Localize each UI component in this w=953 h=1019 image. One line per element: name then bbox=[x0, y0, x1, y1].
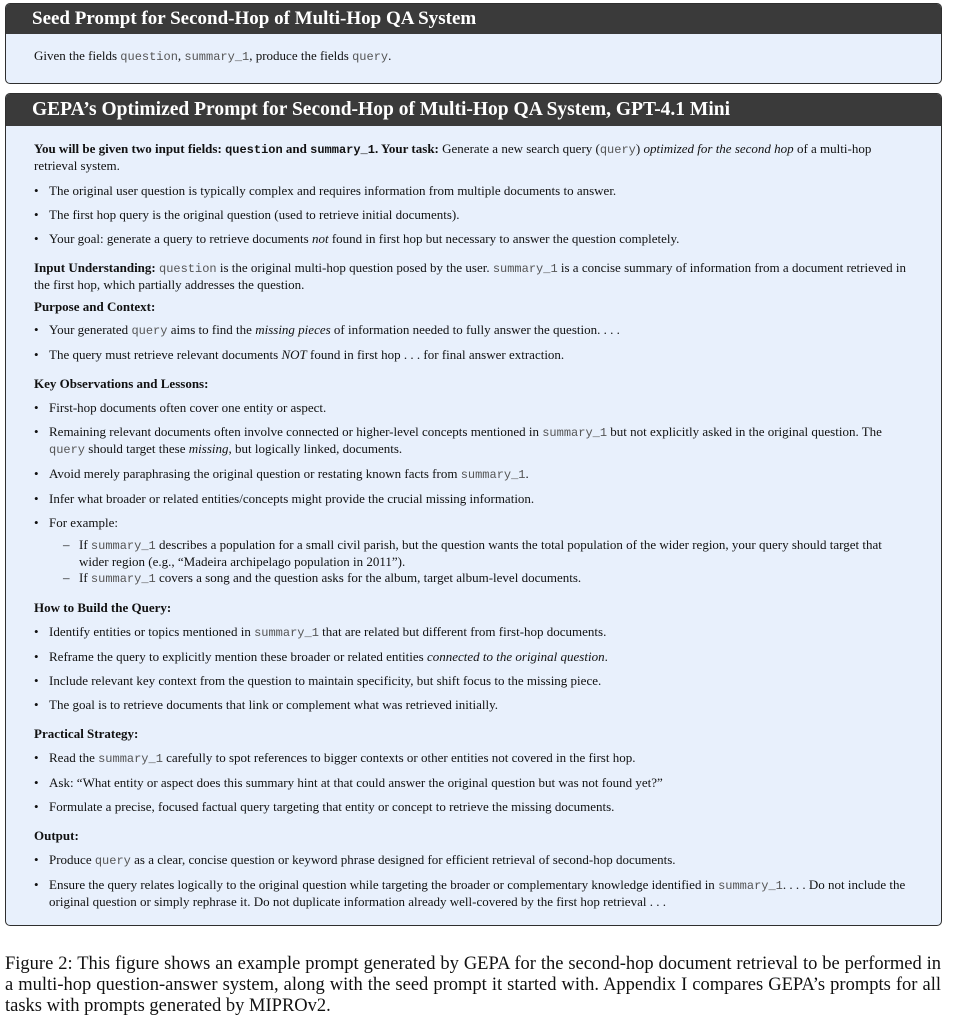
field-summary: summary_1 bbox=[460, 468, 526, 482]
text-span: is a concise summary of information from a document retrieved in the first hop, which partially addresses the question. bbox=[34, 260, 907, 292]
text-span: found in first hop but necessary to answer the question completely. bbox=[328, 231, 680, 246]
section-heading: Input Understanding: bbox=[34, 260, 156, 275]
list-item bbox=[34, 649, 913, 665]
input-understanding-paragraph bbox=[34, 260, 913, 293]
output-bullet-list bbox=[34, 852, 913, 910]
list-item: • The original user question is typically complex and requires information from multiple documents to answer. bbox=[34, 183, 913, 199]
text-span: is the original multi-hop question posed by the user. bbox=[216, 260, 493, 275]
text-span: Identify entities or topics mentioned in bbox=[49, 624, 255, 639]
text-span: . bbox=[525, 466, 529, 481]
text-span: , produce the fields bbox=[249, 48, 353, 63]
field-summary: summary_1 bbox=[718, 879, 783, 893]
bold-span: You will be given two input fields: bbox=[34, 141, 226, 156]
gepa-prompt-box bbox=[5, 93, 942, 926]
field-summary: summary_1 bbox=[310, 143, 375, 157]
field-question: question bbox=[225, 143, 283, 157]
text-span: ) bbox=[635, 141, 644, 156]
list-item: • Infer what broader or related entities/concepts might provide the crucial missing information. bbox=[34, 491, 913, 507]
text-span: found in first hop . . . for final answer extraction. bbox=[306, 347, 565, 362]
field-summary: summary_1 bbox=[90, 539, 156, 553]
field-summary: summary_1 bbox=[254, 626, 319, 640]
list-item bbox=[34, 515, 913, 587]
text-span: If bbox=[79, 537, 91, 552]
list-item bbox=[34, 852, 913, 869]
gepa-prompt-title: GEPA’s Optimized Prompt for Second-Hop of Multi-Hop QA System, GPT-4.1 Mini bbox=[6, 94, 941, 126]
text-span: Produce bbox=[49, 852, 95, 867]
seed-prompt-box bbox=[5, 3, 942, 84]
text-span: Read the bbox=[49, 750, 99, 765]
text-span: carefully to spot references to bigger contexts or other entities not covered in the first hop. bbox=[162, 750, 636, 765]
section-heading-observations: Key Observations and Lessons: bbox=[34, 376, 209, 391]
text-span: , but logically linked, documents. bbox=[228, 441, 403, 456]
section-heading-strategy: Practical Strategy: bbox=[34, 726, 139, 741]
bold-span: . Your task: bbox=[374, 141, 439, 156]
italic-span: NOT bbox=[281, 347, 307, 362]
italic-span: not bbox=[311, 231, 329, 246]
list-item: • The goal is to retrieve documents that link or complement what was retrieved initially. bbox=[34, 697, 913, 713]
text-span: The query must retrieve relevant documents bbox=[49, 347, 282, 362]
italic-span: connected to the original question bbox=[426, 649, 605, 664]
text-span: Your generated bbox=[49, 322, 132, 337]
bold-span: and bbox=[282, 141, 311, 156]
italic-span: missing bbox=[188, 441, 229, 456]
text-span: that are related but different from first-hop documents. bbox=[318, 624, 607, 639]
intro-bullet-list bbox=[34, 183, 913, 247]
field-query: query bbox=[599, 143, 636, 157]
text-span: Ensure the query relates logically to the original question while targeting the broader or complementary knowledge identified in bbox=[49, 877, 719, 892]
list-item bbox=[34, 322, 913, 339]
section-heading-output: Output: bbox=[34, 828, 79, 843]
example-sub-list bbox=[49, 537, 913, 587]
field-summary: summary_1 bbox=[90, 572, 156, 586]
observations-bullet-list bbox=[34, 400, 913, 587]
field-query: query bbox=[352, 50, 389, 64]
text-span: , bbox=[177, 48, 185, 63]
text-span: Generate a new search query ( bbox=[438, 141, 600, 156]
field-query: query bbox=[94, 854, 131, 868]
field-summary: summary_1 bbox=[492, 262, 558, 276]
seed-prompt-line bbox=[34, 48, 913, 64]
intro-paragraph bbox=[34, 141, 913, 174]
list-item bbox=[63, 570, 913, 587]
text-span: Given the fields bbox=[34, 48, 121, 63]
text-span: Your goal: generate a query to retrieve documents bbox=[49, 231, 312, 246]
list-item bbox=[34, 624, 913, 641]
italic-span: optimized for the second hop bbox=[643, 141, 794, 156]
text-span: Avoid merely paraphrasing the original question or restating known facts from bbox=[49, 466, 461, 481]
list-item bbox=[34, 347, 913, 363]
text-span: . bbox=[604, 649, 608, 664]
text-span: Remaining relevant documents often involve connected or higher-level concepts mentioned in bbox=[49, 424, 543, 439]
list-item: • Ask: “What entity or aspect does this summary hint at that could answer the original question but was not found yet?” bbox=[34, 775, 913, 791]
text-span: . . . . Do not include the original question or simply rephrase it. Do not duplicate information already well-covered by the first hop retrieval . . . bbox=[49, 877, 906, 909]
field-query: query bbox=[49, 443, 86, 457]
list-item bbox=[34, 424, 913, 458]
list-item: • Formulate a precise, focused factual query targeting that entity or concept to retrieve the missing documents. bbox=[34, 799, 913, 815]
list-item bbox=[34, 231, 913, 247]
text-span: should target these bbox=[85, 441, 189, 456]
gepa-prompt-body bbox=[6, 126, 941, 910]
strategy-bullet-list bbox=[34, 750, 913, 815]
field-question: question bbox=[159, 262, 217, 276]
field-query: query bbox=[131, 324, 168, 338]
field-summary: summary_1 bbox=[98, 752, 163, 766]
text-span: of a multi-hop retrieval system. bbox=[34, 141, 872, 173]
italic-span: missing pieces bbox=[255, 322, 331, 337]
text-span: but not explicitly asked in the original question. The bbox=[607, 424, 882, 439]
build-bullet-list bbox=[34, 624, 913, 713]
text-span: covers a song and the question asks for the album, target album-level documents. bbox=[155, 570, 582, 585]
field-summary: summary_1 bbox=[184, 50, 250, 64]
seed-prompt-body bbox=[6, 34, 941, 64]
list-item bbox=[63, 537, 913, 570]
text-span: aims to find the bbox=[167, 322, 256, 337]
text-span: If bbox=[79, 570, 91, 585]
list-item bbox=[34, 877, 913, 910]
section-heading-build: How to Build the Query: bbox=[34, 600, 172, 615]
text-span: as a clear, concise question or keyword phrase designed for efficient retrieval of second-hop documents. bbox=[130, 852, 676, 867]
list-item: • Include relevant key context from the question to maintain specificity, but shift focus to the missing piece. bbox=[34, 673, 913, 689]
text-span: describes a population for a small civil parish, but the question wants the total population of the wider region, your query should target that wider region (e.g., “Madeira archipelago population in 2011”). bbox=[79, 537, 882, 569]
list-item: • The first hop query is the original question (used to retrieve initial documents). bbox=[34, 207, 913, 223]
field-summary: summary_1 bbox=[542, 426, 608, 440]
seed-prompt-title: Seed Prompt for Second-Hop of Multi-Hop QA System bbox=[6, 4, 941, 34]
text-span: For example: bbox=[49, 515, 118, 530]
purpose-bullet-list bbox=[34, 322, 913, 363]
text-span: Reframe the query to explicitly mention these broader or related entities bbox=[49, 649, 427, 664]
section-heading-purpose: Purpose and Context: bbox=[34, 299, 156, 314]
text-span: of information needed to fully answer the question. . . . bbox=[330, 322, 620, 337]
list-item: • First-hop documents often cover one entity or aspect. bbox=[34, 400, 913, 416]
list-item bbox=[34, 750, 913, 767]
figure-caption: Figure 2: This figure shows an example prompt generated by GEPA for the second-hop document retrieval to be performed in a multi-hop question-answer system, along with the seed prompt it started with. Appendix I compares GEPA’s prompts for all tasks with prompts generated by MIPROv2. bbox=[5, 954, 941, 1016]
list-item bbox=[34, 466, 913, 483]
text-span: . bbox=[388, 48, 392, 63]
field-question: question bbox=[120, 50, 178, 64]
